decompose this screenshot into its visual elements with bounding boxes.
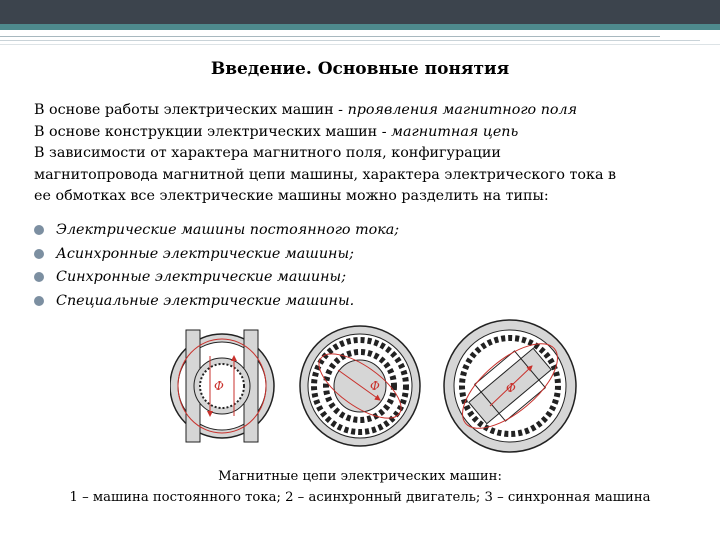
list-item [34,290,694,314]
paragraph-line: В зависимости от характера магнитного поля, конфигурации [34,145,501,161]
header-accent-stripe [0,24,720,30]
paragraph-emphasis: магнитная цепь [391,123,519,140]
figure-caption [0,466,720,508]
flux-symbol: Φ [370,379,380,393]
paragraph-emphasis: проявления магнитного поля [347,102,578,118]
flux-symbol: Φ [506,381,516,395]
header-rule [0,36,660,37]
paragraph-text: В основе работы электрических машин - [34,102,348,118]
paragraph-line [34,100,704,122]
caption-line: Магнитные цепи электрических машин: [218,469,502,484]
bullet-icon [34,225,44,235]
header-band [0,0,720,24]
intro-paragraph [34,100,704,208]
dc-machine-diagram [170,330,274,442]
caption-line: 1 – машина постоянного тока; 2 – асинхронный двигатель; 3 – синхронная машина [69,490,651,505]
list-item [34,243,694,267]
synchronous-machine-diagram [444,320,576,452]
machine-types-list [34,219,694,313]
magnetic-circuits-figure [170,316,610,456]
bullet-icon [34,296,44,306]
flux-symbol: Φ [214,379,224,393]
paragraph-text: В основе конструкции электрических машин - [34,123,392,140]
list-item-text: Электрические машины постоянного тока; [56,222,400,238]
paragraph-line: ее обмотках все электрические машины можно разделить на типы: [34,188,549,204]
induction-motor-diagram [300,326,420,446]
header-rule [0,44,720,45]
paragraph-line [34,122,704,144]
bullet-icon [34,249,44,259]
list-item-text: Синхронные электрические машины; [56,269,347,285]
list-item-text: Специальные электрические машины. [56,292,355,309]
list-item-text: Асинхронные электрические машины; [56,245,354,262]
paragraph-line: магнитопровода магнитной цепи машины, характера электрического тока в [34,166,617,183]
list-item [34,219,694,243]
header-rule [0,40,700,41]
list-item [34,266,694,290]
bullet-icon [34,272,44,282]
slide-title: Введение. Основные понятия [210,59,510,79]
